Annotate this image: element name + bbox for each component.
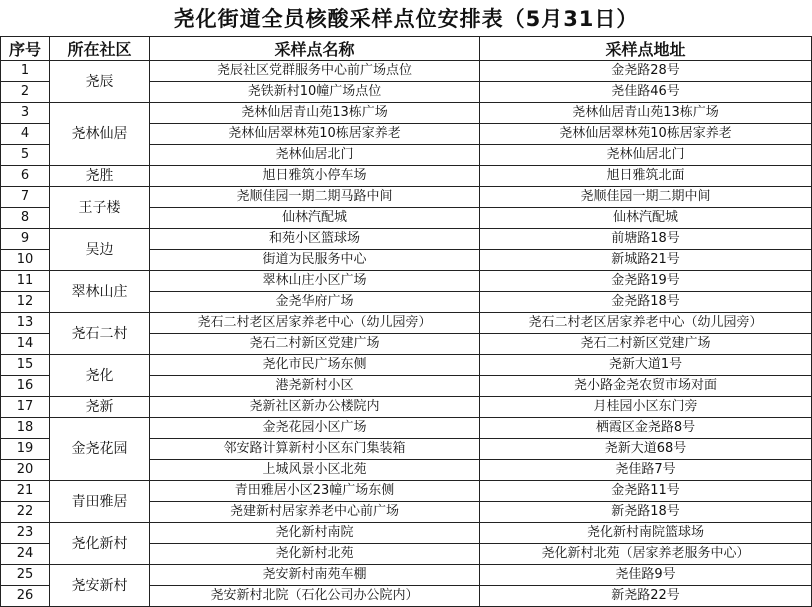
table-row (1, 187, 812, 208)
community-name: 王子楼 (50, 187, 150, 229)
site-address: 新尧路22号 (480, 586, 812, 607)
site-address: 新尧路18号 (480, 502, 812, 523)
table-row (1, 481, 812, 502)
row-number: 2 (1, 82, 50, 103)
site-name: 仙林汽配城 (150, 208, 480, 229)
community-name: 尧胜 (50, 166, 150, 187)
table-row (1, 61, 812, 82)
site-address: 前塘路18号 (480, 229, 812, 250)
site-address: 尧石二村老区居家养老中心（幼儿园旁） (480, 313, 812, 334)
site-name: 和苑小区篮球场 (150, 229, 480, 250)
table-row (1, 397, 812, 418)
row-number: 5 (1, 145, 50, 166)
site-address: 栖霞区金尧路8号 (480, 418, 812, 439)
site-address: 金尧路18号 (480, 292, 812, 313)
row-number: 18 (1, 418, 50, 439)
site-address: 月桂园小区东门旁 (480, 397, 812, 418)
site-name: 尧化新村南院 (150, 523, 480, 544)
row-number: 10 (1, 250, 50, 271)
site-name: 尧化新村北苑 (150, 544, 480, 565)
site-address: 尧石二村新区党建广场 (480, 334, 812, 355)
site-name: 尧化市民广场东侧 (150, 355, 480, 376)
community-name: 尧安新村 (50, 565, 150, 607)
site-name: 尧安新村南苑车棚 (150, 565, 480, 586)
site-name: 尧建新村居家养老中心前广场 (150, 502, 480, 523)
row-number: 3 (1, 103, 50, 124)
site-name: 尧辰社区党群服务中心前广场点位 (150, 61, 480, 82)
row-number: 21 (1, 481, 50, 502)
community-name: 尧石二村 (50, 313, 150, 355)
community-name: 吴边 (50, 229, 150, 271)
site-address: 尧林仙居翠林苑10栋居家养老 (480, 124, 812, 145)
site-name: 金尧花园小区广场 (150, 418, 480, 439)
site-name: 尧林仙居青山苑13栋广场 (150, 103, 480, 124)
page-title: 尧化街道全员核酸采样点位安排表（5月31日） (173, 7, 639, 31)
row-number: 22 (1, 502, 50, 523)
row-number: 25 (1, 565, 50, 586)
site-name: 尧林仙居翠林苑10栋居家养老 (150, 124, 480, 145)
header-site-address: 采样点地址 (480, 37, 812, 61)
sampling-sites-table (0, 36, 812, 607)
table-row (1, 313, 812, 334)
row-number: 15 (1, 355, 50, 376)
site-name: 尧石二村新区党建广场 (150, 334, 480, 355)
community-name: 尧辰 (50, 61, 150, 103)
header-no: 序号 (1, 37, 50, 61)
site-address: 尧佳路46号 (480, 82, 812, 103)
site-address: 仙林汽配城 (480, 208, 812, 229)
row-number: 9 (1, 229, 50, 250)
site-name: 尧林仙居北门 (150, 145, 480, 166)
row-number: 11 (1, 271, 50, 292)
site-address: 金尧路11号 (480, 481, 812, 502)
header-row (1, 37, 812, 61)
site-name: 港尧新村小区 (150, 376, 480, 397)
site-name: 尧顺佳园一期二期马路中间 (150, 187, 480, 208)
community-name: 青田雅居 (50, 481, 150, 523)
header-community: 所在社区 (50, 37, 150, 61)
site-address: 金尧路19号 (480, 271, 812, 292)
site-address: 新城路21号 (480, 250, 812, 271)
site-address: 尧新大道68号 (480, 439, 812, 460)
row-number: 13 (1, 313, 50, 334)
site-name: 邻安路计算新村小区东门集装箱 (150, 439, 480, 460)
community-name: 翠林山庄 (50, 271, 150, 313)
table-row (1, 103, 812, 124)
site-name: 尧新社区新办公楼院内 (150, 397, 480, 418)
table-row (1, 523, 812, 544)
site-address: 尧化新村北苑（居家养老服务中心） (480, 544, 812, 565)
row-number: 6 (1, 166, 50, 187)
community-name: 尧化 (50, 355, 150, 397)
table-row (1, 418, 812, 439)
table-row (1, 271, 812, 292)
community-name: 尧新 (50, 397, 150, 418)
row-number: 23 (1, 523, 50, 544)
table-row (1, 565, 812, 586)
site-address: 尧小路金尧农贸市场对面 (480, 376, 812, 397)
row-number: 20 (1, 460, 50, 481)
row-number: 26 (1, 586, 50, 607)
table-row (1, 355, 812, 376)
row-number: 12 (1, 292, 50, 313)
community-name: 金尧花园 (50, 418, 150, 481)
site-name: 尧铁新村10幢广场点位 (150, 82, 480, 103)
site-name: 尧石二村老区居家养老中心（幼儿园旁） (150, 313, 480, 334)
row-number: 16 (1, 376, 50, 397)
row-number: 24 (1, 544, 50, 565)
site-address: 尧化新村南院篮球场 (480, 523, 812, 544)
row-number: 19 (1, 439, 50, 460)
site-name: 尧安新村北院（石化公司办公院内） (150, 586, 480, 607)
site-address: 尧新大道1号 (480, 355, 812, 376)
row-number: 1 (1, 61, 50, 82)
site-name: 上城风景小区北苑 (150, 460, 480, 481)
row-number: 4 (1, 124, 50, 145)
site-name: 青田雅居小区23幢广场东侧 (150, 481, 480, 502)
row-number: 8 (1, 208, 50, 229)
community-name: 尧林仙居 (50, 103, 150, 166)
table-body (1, 61, 812, 607)
site-name: 街道为民服务中心 (150, 250, 480, 271)
table-row (1, 229, 812, 250)
header-site-name: 采样点名称 (150, 37, 480, 61)
community-name: 尧化新村 (50, 523, 150, 565)
site-address: 尧林仙居北门 (480, 145, 812, 166)
site-address: 尧顺佳园一期二期中间 (480, 187, 812, 208)
site-address: 旭日雅筑北面 (480, 166, 812, 187)
site-address: 尧林仙居青山苑13栋广场 (480, 103, 812, 124)
site-address: 金尧路28号 (480, 61, 812, 82)
site-name: 翠林山庄小区广场 (150, 271, 480, 292)
row-number: 14 (1, 334, 50, 355)
row-number: 7 (1, 187, 50, 208)
site-address: 尧佳路7号 (480, 460, 812, 481)
site-name: 旭日雅筑小停车场 (150, 166, 480, 187)
site-address: 尧佳路9号 (480, 565, 812, 586)
site-name: 金尧华府广场 (150, 292, 480, 313)
table-row (1, 166, 812, 187)
row-number: 17 (1, 397, 50, 418)
